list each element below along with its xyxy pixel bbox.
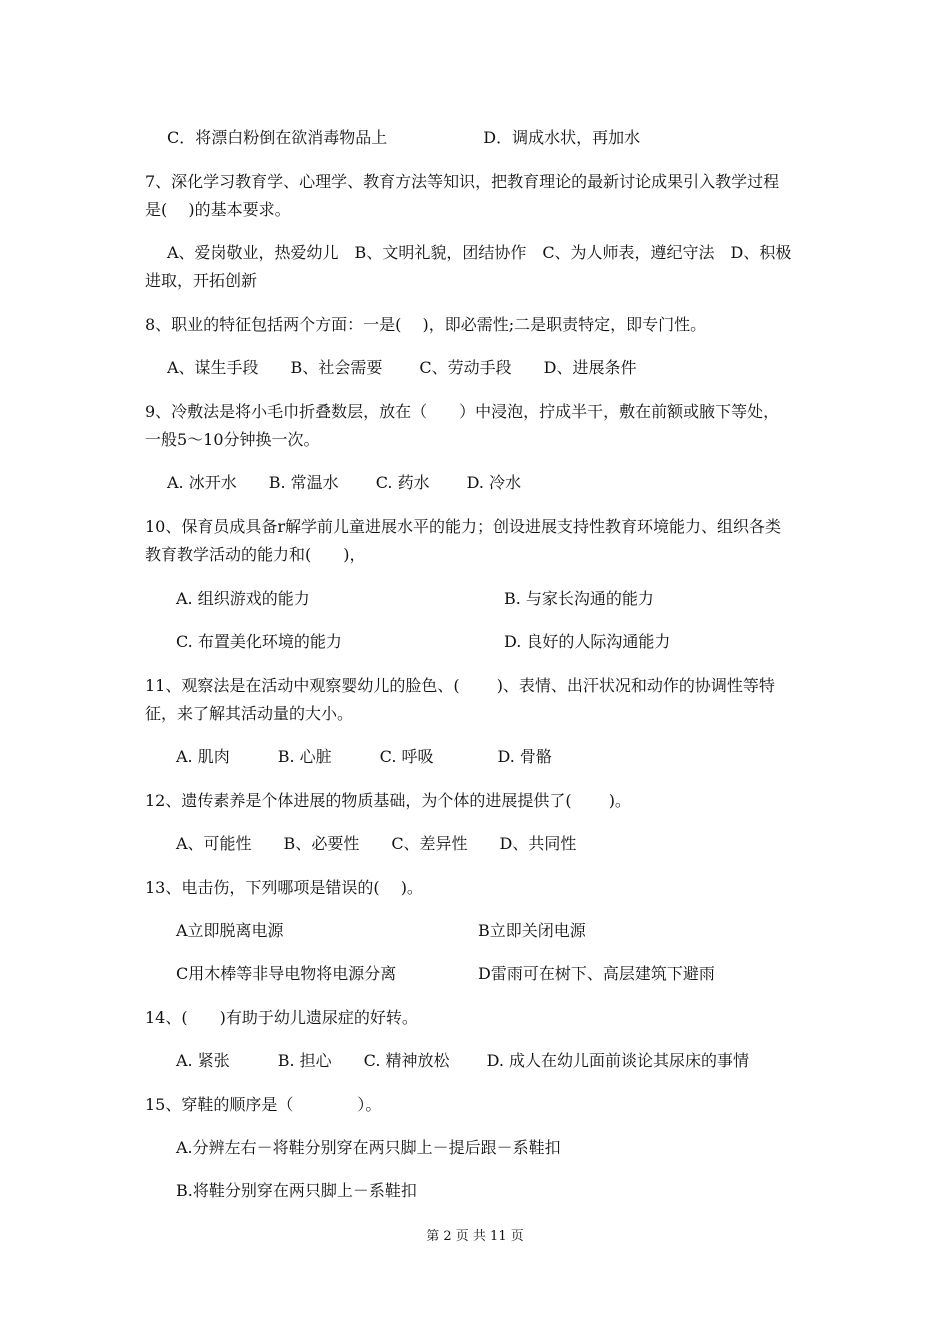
q9-stem: 9、冷敷法是将小毛巾折叠数层，放在（ ）中浸泡，拧成半干，敷在前额或腋下等处， <box>145 402 780 421</box>
q10-stem-cont: 教育教学活动的能力和( )， <box>145 545 366 564</box>
q11-stem-cont: 征，来了解其活动量的大小。 <box>145 704 354 723</box>
q10-option-b: B. 与家长沟通的能力 <box>504 589 654 608</box>
q6-option-line: C．将漂白粉倒在欲消毒物品上 D．调成水状，再加水 <box>167 128 641 147</box>
q10-stem: 10、保育员成具备r解学前儿童进展水平的能力；创设进展支持性教育环境能力、组织各类 <box>145 517 782 536</box>
q9-stem-cont: 一般5～10分钟换一次。 <box>145 430 320 449</box>
q13-stem: 13、电击伤，下列哪项是错误的( )。 <box>145 878 423 897</box>
q10-option-d: D. 良好的人际沟通能力 <box>504 632 671 651</box>
q10-option-c: C. 布置美化环境的能力 <box>176 632 342 651</box>
q13-option-b: B立即关闭电源 <box>478 921 586 940</box>
q7-options-cont: 进取，开拓创新 <box>145 271 258 290</box>
q11-stem: 11、观察法是在活动中观察婴幼儿的脸色、( )、表情、出汗状况和动作的协调性等特 <box>145 676 775 695</box>
q15-stem: 15、穿鞋的顺序是（ ）。 <box>145 1095 382 1114</box>
q9-options: A. 冰开水 B. 常温水 C. 药水 D. 冷水 <box>167 473 522 492</box>
q13-option-c: C用木棒等非导电物将电源分离 <box>176 964 397 983</box>
q7-options: A、爱岗敬业，热爱幼儿 B、文明礼貌，团结协作 C、为人师表，遵纪守法 D、积极 <box>167 243 792 262</box>
q13-option-a: A立即脱离电源 <box>176 921 284 940</box>
q13-option-d: D雷雨可在树下、高层建筑下避雨 <box>478 964 715 983</box>
q7-stem-cont: 是( )的基本要求。 <box>145 200 291 219</box>
q11-options: A. 肌肉 B. 心脏 C. 呼吸 D. 骨骼 <box>176 747 552 766</box>
q8-options: A、谋生手段 B、社会需要 C、劳动手段 D、进展条件 <box>167 358 637 377</box>
q14-stem: 14、( )有助于幼儿遗尿症的好转。 <box>145 1008 418 1027</box>
q15-option-b: B.将鞋分别穿在两只脚上－系鞋扣 <box>176 1181 417 1200</box>
q10-option-a: A. 组织游戏的能力 <box>176 589 310 608</box>
q12-stem: 12、遗传素养是个体进展的物质基础，为个体的进展提供了( )。 <box>145 791 631 810</box>
q12-options: A、可能性 B、必要性 C、差异性 D、共同性 <box>176 834 577 853</box>
q15-option-a: A.分辨左右－将鞋分别穿在两只脚上－提后跟－系鞋扣 <box>176 1138 561 1157</box>
q14-options: A. 紧张 B. 担心 C. 精神放松 D. 成人在幼儿面前谈论其尿床的事情 <box>176 1051 750 1070</box>
q7-stem: 7、深化学习教育学、心理学、教育方法等知识，把教育理论的最新讨论成果引入教学过程 <box>145 172 780 191</box>
q8-stem: 8、职业的特征包括两个方面：一是( )，即必需性;二是职责特定，即专门性。 <box>145 315 707 334</box>
page-footer: 第 2 页 共 11 页 <box>426 1229 524 1244</box>
